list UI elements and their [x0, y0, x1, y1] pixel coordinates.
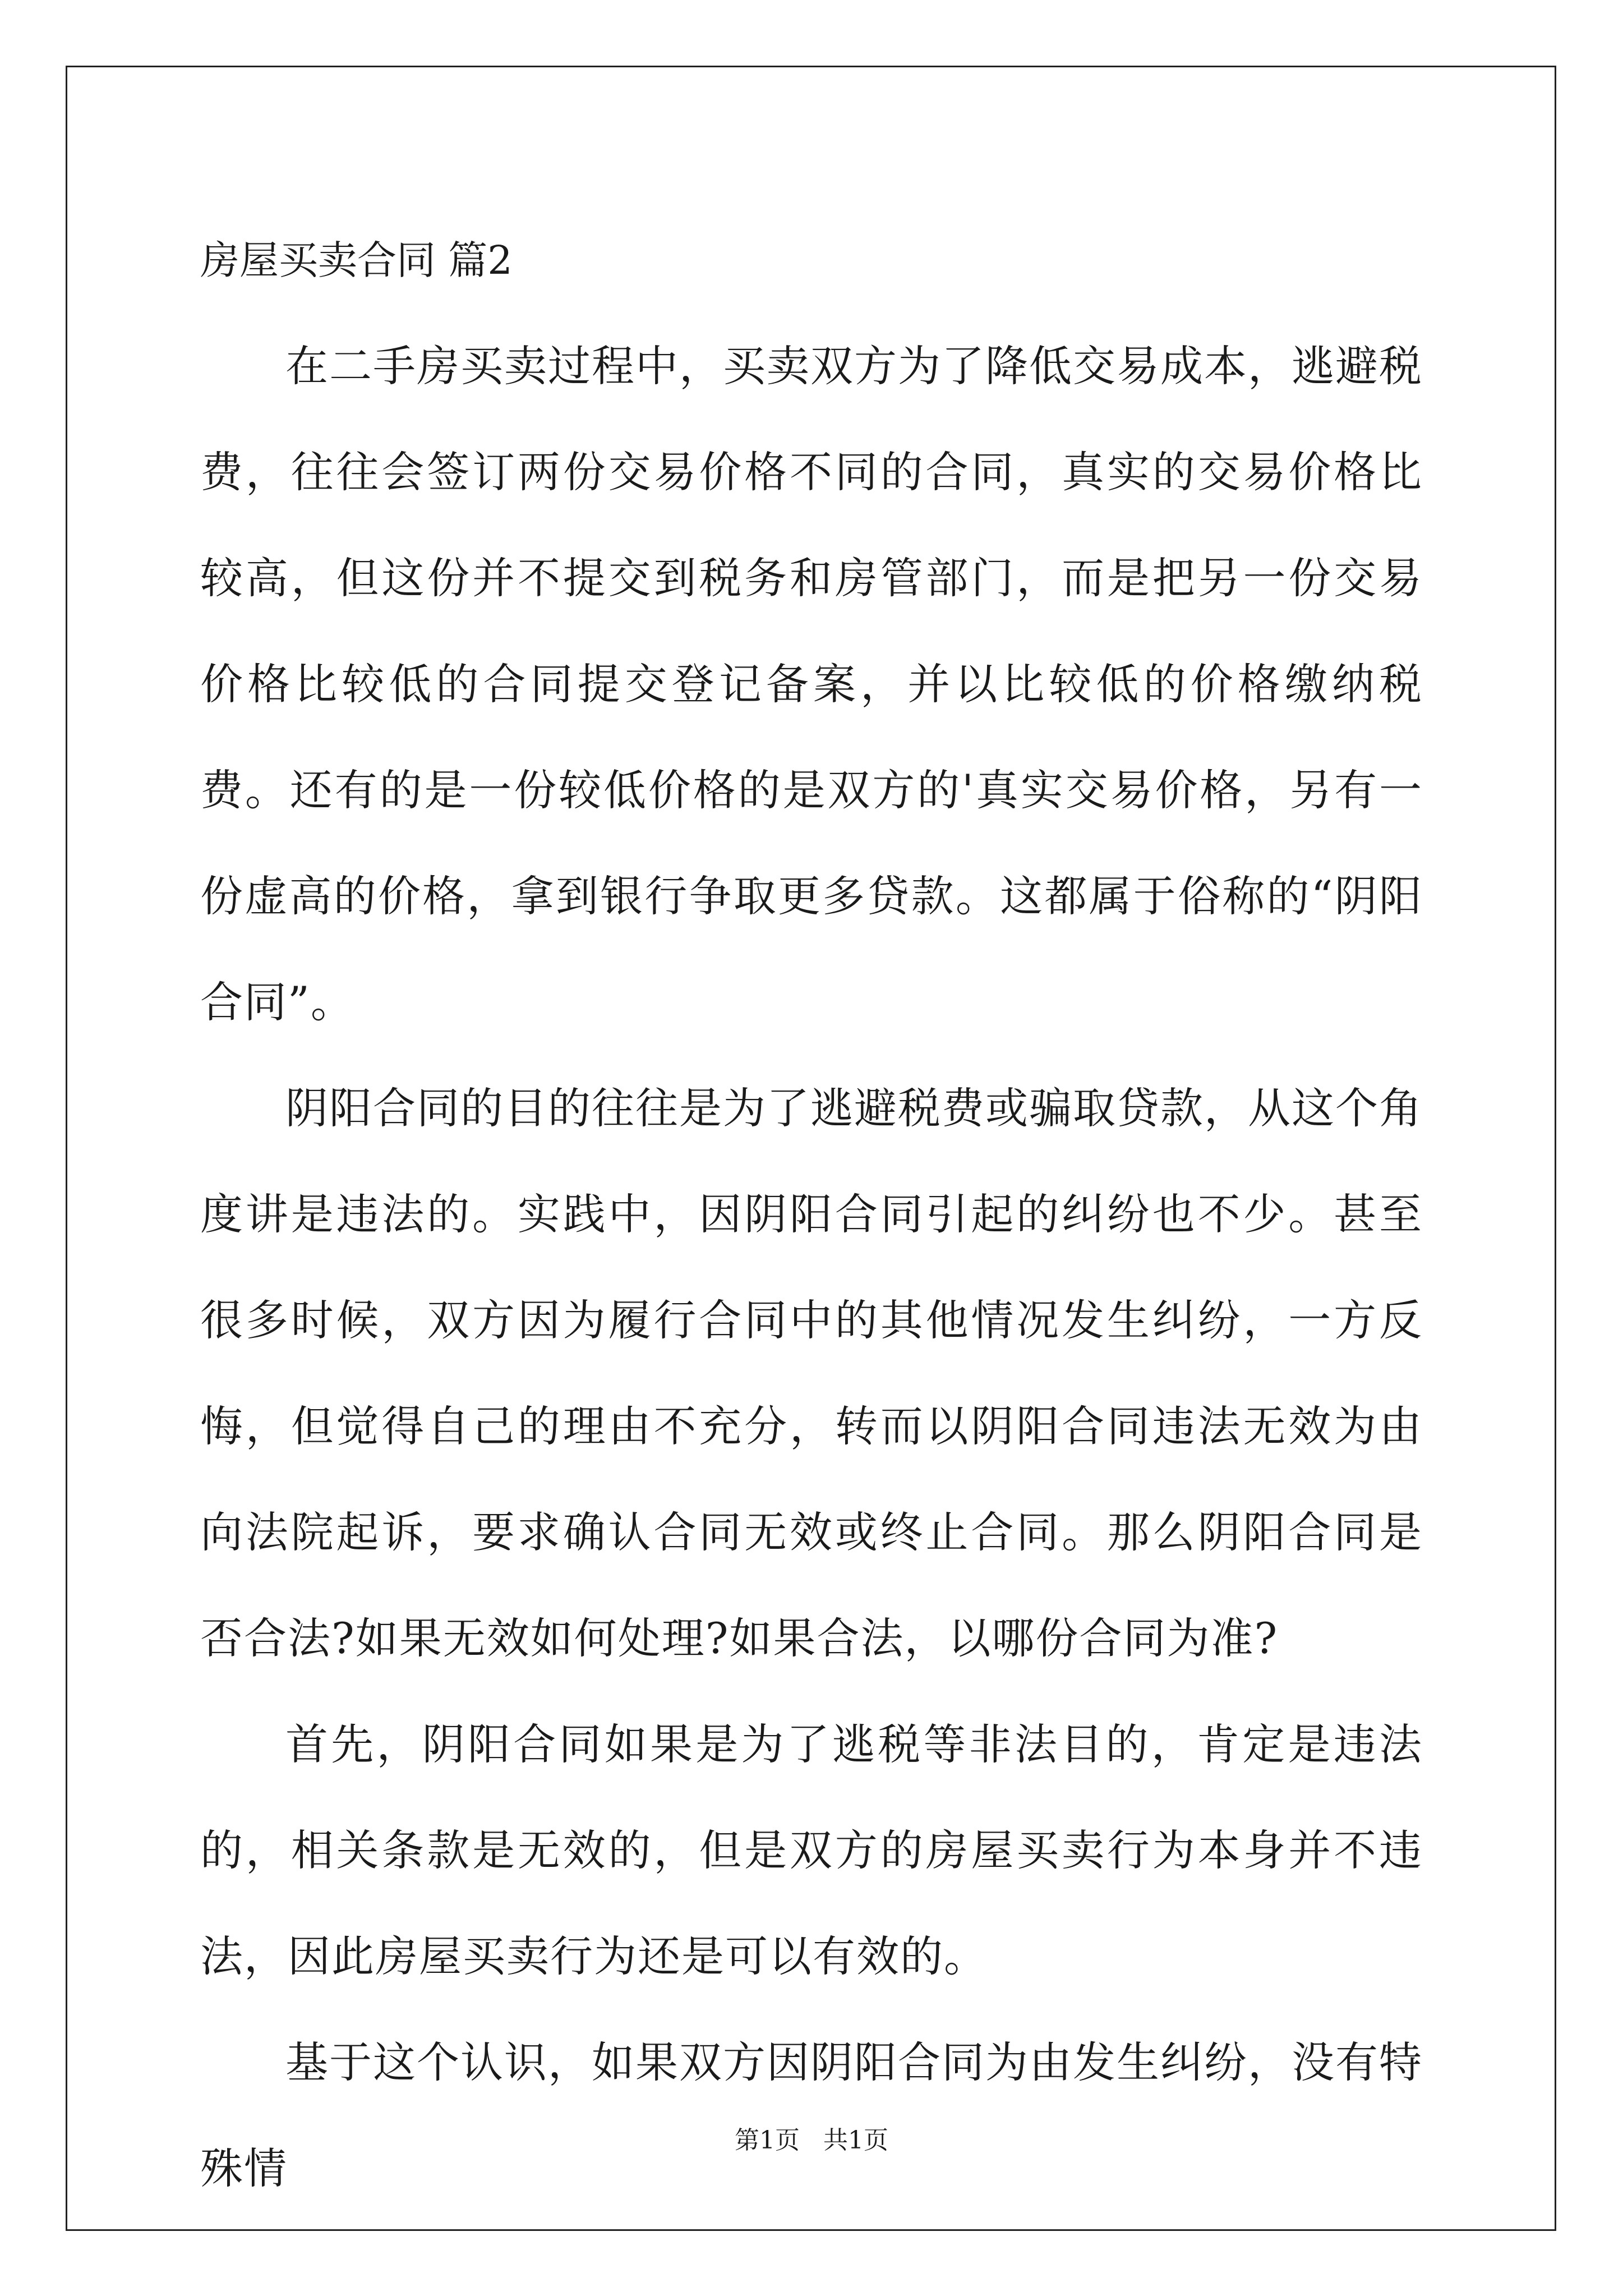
document-title: 房屋买卖合同 篇2: [200, 237, 513, 283]
paragraph-2: 阴阳合同的目的往往是为了逃避税费或骗取贷款，从这个角度讲是违法的。实践中，因阴阳合同引起的纠纷也不少。甚至很多时候，双方因为履行合同中的其他情况发生纠纷，一方反悔，但觉得自己的理由不充分，转而以阴阳合同违法无效为由向法院起诉，要求确认合同无效或终止合同。那么阴阳合同是否合法?如果无效如何处理?如果合法，以哪份合同为准?: [200, 1083, 1423, 1663]
paragraph-3: 首先，阴阳合同如果是为了逃税等非法目的，肯定是违法的，相关条款是无效的，但是双方的房屋买卖行为本身并不违法，因此房屋买卖行为还是可以有效的。: [200, 1719, 1423, 1981]
paragraph-1: 在二手房买卖过程中，买卖双方为了降低交易成本，逃避税费，往往会签订两份交易价格不同的合同，真实的交易价格比较高，但这份并不提交到税务和房管部门，而是把另一份交易价格比较低的合同提交登记备案，并以比较低的价格缴纳税费。还有的是一份较低价格的是双方的'真实交易价格，另有一份虚高的价格，拿到银行争取更多贷款。这都属于俗称的“阴阳合同”。: [200, 341, 1423, 1027]
page-footer: 第1页 共1页: [735, 2126, 888, 2155]
paragraph-4: 基于这个认识，如果双方因阴阳合同为由发生纠纷，没有特殊情: [200, 2037, 1423, 2193]
document-body: [200, 208, 1423, 2221]
